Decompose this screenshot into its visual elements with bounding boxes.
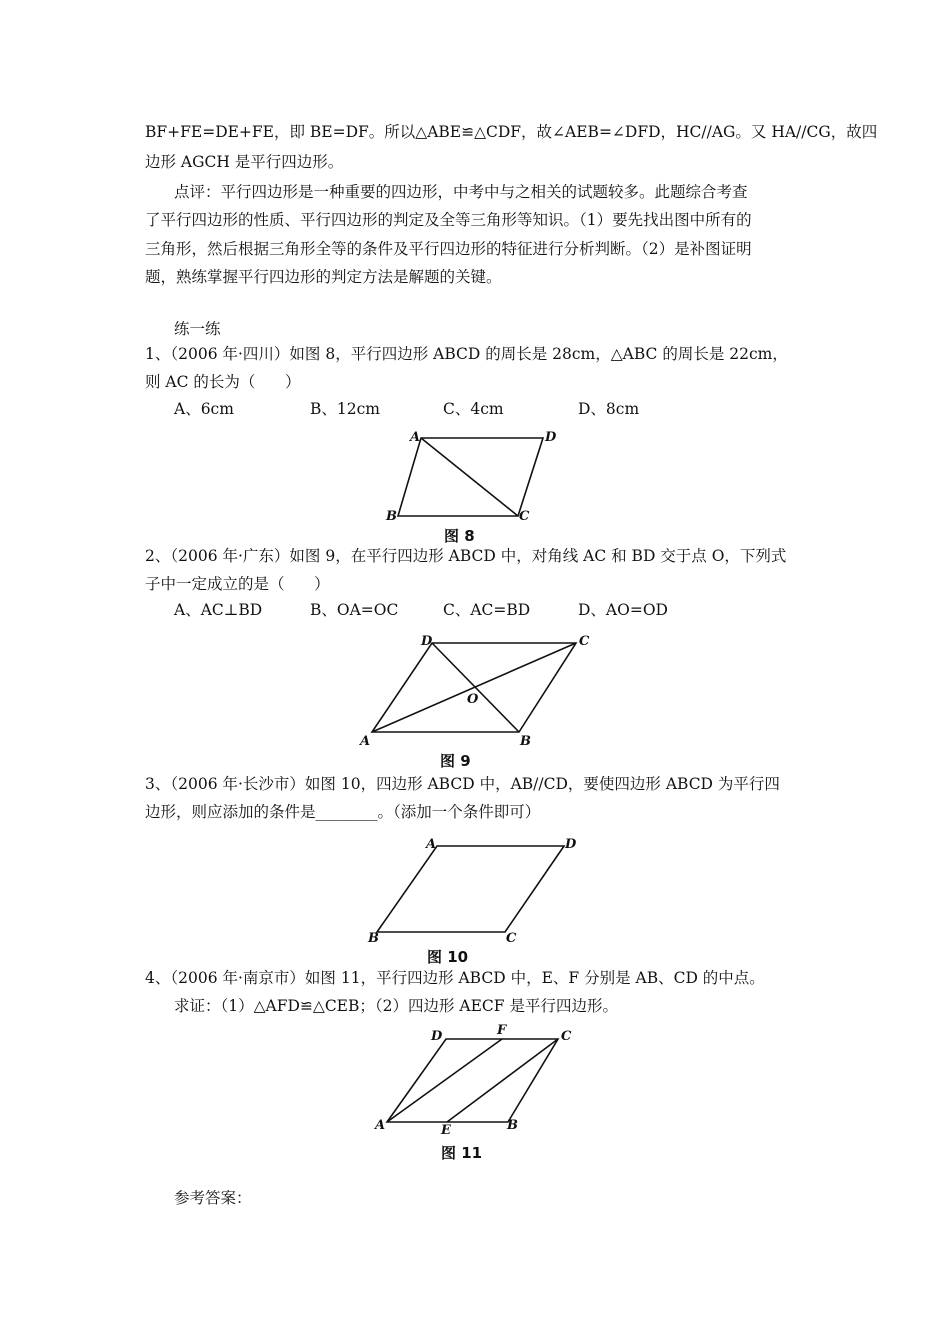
q1-line-2: 则 AC 的长为（ ）: [145, 373, 301, 391]
figure-9-label-a: A: [360, 734, 371, 749]
figure-11-label-b: B: [507, 1118, 518, 1133]
figure-8-label-a: A: [410, 430, 421, 445]
figure-9-caption: 图 9: [440, 752, 471, 770]
comment-line-1: 点评：平行四边形是一种重要的四边形，中考中与之相关的试题较多。此题综合考查: [174, 183, 748, 201]
q2-option-a: A、AC⊥BD: [174, 601, 263, 619]
q4-line-2: 求证：（1）△AFD≌△CEB；（2）四边形 AECF 是平行四边形。: [174, 997, 618, 1015]
answer-title: 参考答案：: [174, 1189, 252, 1207]
figure-10-label-d: D: [565, 837, 577, 852]
figure-11-label-c: C: [561, 1029, 572, 1044]
figure-11-label-d: D: [431, 1029, 443, 1044]
figure-11-segment-af: [387, 1039, 502, 1122]
q1-line-1: 1、（2006 年·四川）如图 8，平行四边形 ABCD 的周长是 28cm，△ABC 的周长是 22cm，: [145, 345, 788, 363]
figure-8-label-d: D: [545, 430, 557, 445]
figure-8-parallelogram: [398, 438, 543, 516]
q3-line-2: 边形，则应添加的条件是________。（添加一个条件即可）: [145, 803, 541, 821]
figure-9-diagonal-bd: [432, 643, 519, 732]
intro-line-1: BF+FE=DE+FE，即 BE=DF。所以△ABE≌△CDF，故∠AEB=∠DFD，HC//AG。又 HA//CG，故四: [145, 123, 878, 141]
q1-option-b: B、12cm: [310, 400, 380, 418]
figure-11-label-f: F: [497, 1023, 507, 1038]
q1-option-d: D、8cm: [578, 400, 640, 418]
figure-9-label-o: O: [467, 692, 479, 707]
figure-9-label-d: D: [421, 634, 433, 649]
figure-10-label-a: A: [426, 837, 437, 852]
figure-8-caption: 图 8: [444, 527, 475, 545]
q1-option-c: C、4cm: [443, 400, 504, 418]
q1-option-a: A、6cm: [174, 400, 234, 418]
q2-option-d: D、AO=OD: [578, 601, 668, 619]
figure-8-diagonal-ac: [421, 438, 518, 516]
figure-9-parallelogram: [372, 643, 576, 732]
figure-11-label-e: E: [441, 1123, 451, 1138]
figure-11-parallelogram: [387, 1039, 558, 1122]
figure-8-label-b: B: [386, 509, 397, 524]
q3-line-1: 3、（2006 年·长沙市）如图 10，四边形 ABCD 中，AB//CD，要使四边形 ABCD 为平行四: [145, 775, 780, 793]
intro-line-2: 边形 AGCH 是平行四边形。: [145, 153, 344, 171]
figure-9-label-c: C: [579, 634, 590, 649]
q2-line-1: 2、（2006 年·广东）如图 9，在平行四边形 ABCD 中，对角线 AC 和 BD 交于点 O，下列式: [145, 547, 787, 565]
q2-option-c: C、AC=BD: [443, 601, 531, 619]
figure-11-segment-ec: [447, 1039, 558, 1122]
figure-11-label-a: A: [375, 1118, 386, 1133]
comment-line-2: 了平行四边形的性质、平行四边形的判定及全等三角形等知识。（1）要先找出图中所有的: [145, 211, 752, 229]
q2-option-b: B、OA=OC: [310, 601, 399, 619]
practice-title: 练一练: [174, 320, 221, 338]
figure-10-label-c: C: [506, 931, 517, 946]
figure-10-parallelogram: [377, 846, 564, 932]
figure-8-label-c: C: [519, 509, 530, 524]
figure-10-label-b: B: [368, 931, 379, 946]
figure-9-diagonal-ac: [372, 643, 576, 732]
q2-line-2: 子中一定成立的是（ ）: [145, 575, 330, 593]
figure-10-caption: 图 10: [427, 948, 469, 966]
figure-9-label-b: B: [520, 734, 531, 749]
comment-line-3: 三角形，然后根据三角形全等的条件及平行四边形的特征进行分析判断。（2）是补图证明: [145, 240, 752, 258]
comment-line-4: 题，熟练掌握平行四边形的判定方法是解题的关键。: [145, 268, 502, 286]
q4-line-1: 4、（2006 年·南京市）如图 11，平行四边形 ABCD 中，E、F 分别是 AB、CD 的中点。: [145, 969, 765, 987]
figure-11-caption: 图 11: [441, 1144, 483, 1162]
